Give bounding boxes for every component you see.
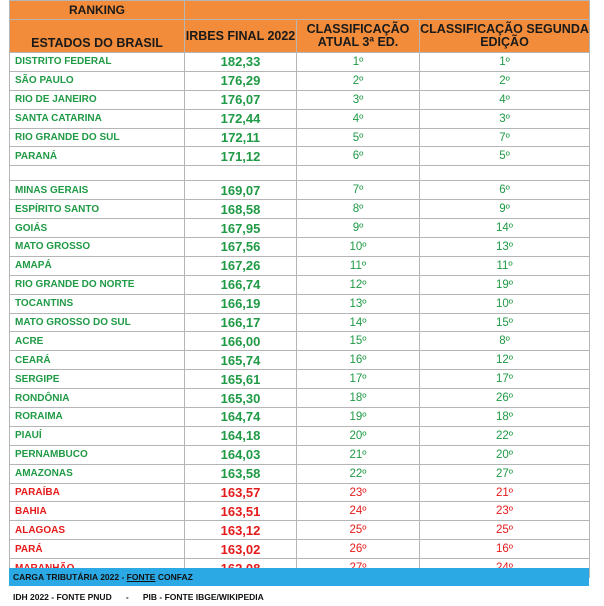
table-row [10,483,590,502]
score-cell: 172,44 [185,109,297,128]
class-atual-cell: 3º [297,90,420,109]
class-segunda-cell: 19º [420,275,590,294]
state-cell: MATO GROSSO [10,238,185,257]
state-cell: ALAGOAS [10,521,185,540]
class-segunda-cell: 14º [420,219,590,238]
score-cell: 163,58 [185,464,297,483]
score-cell: 166,19 [185,294,297,313]
table-row [10,408,590,427]
table-row [10,370,590,389]
ranking-sheet [9,0,589,578]
state-cell: PERNAMBUCO [10,445,185,464]
table-row [10,294,590,313]
score-cell: 172,11 [185,128,297,147]
class-atual-cell: 10º [297,238,420,257]
class-atual-cell: 23º [297,483,420,502]
ranking-header-row [10,1,590,20]
footer-sources [9,589,589,605]
spacer-cell [185,166,297,181]
class-atual-cell: 22º [297,464,420,483]
state-cell: AMAPÁ [10,256,185,275]
class-segunda-cell: 4º [420,90,590,109]
score-cell: 176,07 [185,90,297,109]
ranking-header-blank [185,1,590,20]
header-irbes: IRBES FINAL 2022 [185,20,297,53]
class-segunda-cell: 18º [420,408,590,427]
class-segunda-cell: 25º [420,521,590,540]
class-segunda-cell: 2º [420,71,590,90]
state-cell: DISTRITO FEDERAL [10,53,185,72]
class-atual-cell: 6º [297,147,420,166]
class-atual-cell: 19º [297,408,420,427]
class-atual-cell: 20º [297,426,420,445]
footer-confaz-text: CONFAZ [155,572,193,582]
class-segunda-cell: 5º [420,147,590,166]
class-segunda-cell: 20º [420,445,590,464]
state-cell: RONDÔNIA [10,389,185,408]
spacer-cell [420,166,590,181]
table-row [10,521,590,540]
state-cell: PARANÁ [10,147,185,166]
state-cell: MATO GROSSO DO SUL [10,313,185,332]
state-cell: GOIÁS [10,219,185,238]
table-row [10,426,590,445]
class-segunda-cell: 1º [420,53,590,72]
class-atual-cell: 5º [297,128,420,147]
score-cell: 167,95 [185,219,297,238]
class-segunda-cell: 15º [420,313,590,332]
state-cell: MINAS GERAIS [10,181,185,200]
score-cell: 182,33 [185,53,297,72]
class-atual-cell: 7º [297,181,420,200]
table-row [10,540,590,559]
spacer-cell [10,166,185,181]
ranking-title: RANKING [10,1,185,20]
state-cell: RIO GRANDE DO SUL [10,128,185,147]
state-cell: TOCANTINS [10,294,185,313]
header-states: ESTADOS DO BRASIL [10,20,185,53]
footer-carga-tributaria [9,568,589,586]
class-atual-cell: 13º [297,294,420,313]
state-cell: AMAZONAS [10,464,185,483]
class-segunda-cell: 26º [420,389,590,408]
spacer-cell [297,166,420,181]
state-cell: BAHIA [10,502,185,521]
class-atual-cell: 4º [297,109,420,128]
table-row [10,128,590,147]
state-cell: SÃO PAULO [10,71,185,90]
table-row [10,219,590,238]
class-atual-cell: 11º [297,256,420,275]
state-cell: ACRE [10,332,185,351]
table-row [10,147,590,166]
table-row [10,445,590,464]
class-atual-cell: 14º [297,313,420,332]
score-cell: 164,03 [185,445,297,464]
state-cell: CEARÁ [10,351,185,370]
table-row [10,71,590,90]
class-atual-cell: 1º [297,53,420,72]
class-segunda-cell: 7º [420,128,590,147]
score-cell: 163,57 [185,483,297,502]
class-segunda-cell: 11º [420,256,590,275]
state-cell: RORAIMA [10,408,185,427]
class-atual-cell: 15º [297,332,420,351]
class-atual-cell: 16º [297,351,420,370]
class-atual-cell: 2º [297,71,420,90]
table-row [10,351,590,370]
ranking-body [10,53,590,578]
class-atual-cell: 21º [297,445,420,464]
score-cell: 176,29 [185,71,297,90]
score-cell: 166,00 [185,332,297,351]
footer-carga-text: CARGA TRIBUTÁRIA 2022 - [13,572,127,582]
class-segunda-cell: 16º [420,540,590,559]
class-segunda-cell: 23º [420,502,590,521]
score-cell: 164,74 [185,408,297,427]
state-cell: PARAÍBA [10,483,185,502]
class-segunda-cell: 9º [420,200,590,219]
state-cell: SERGIPE [10,370,185,389]
state-cell: RIO DE JANEIRO [10,90,185,109]
class-segunda-cell: 8º [420,332,590,351]
table-row [10,464,590,483]
class-segunda-cell: 13º [420,238,590,257]
class-atual-cell: 12º [297,275,420,294]
score-cell: 167,56 [185,238,297,257]
class-atual-cell: 24º [297,502,420,521]
footer-idh-pib-text: IDH 2022 - FONTE PNUD - PIB - FONTE IBGE/WIKIPEDIA [13,592,264,602]
class-atual-cell: 17º [297,370,420,389]
header-class-segunda: CLASSIFICAÇÃO SEGUNDA EDIÇÃO [420,20,590,53]
class-segunda-cell: 3º [420,109,590,128]
table-row [10,109,590,128]
score-cell: 167,26 [185,256,297,275]
score-cell: 164,18 [185,426,297,445]
score-cell: 166,17 [185,313,297,332]
class-atual-cell: 18º [297,389,420,408]
column-header-row [10,20,590,53]
state-cell: PARÁ [10,540,185,559]
class-segunda-cell: 12º [420,351,590,370]
state-cell: SANTA CATARINA [10,109,185,128]
class-atual-cell: 25º [297,521,420,540]
score-cell: 165,74 [185,351,297,370]
score-cell: 166,74 [185,275,297,294]
score-cell: 169,07 [185,181,297,200]
spacer-row [10,166,590,181]
score-cell: 165,61 [185,370,297,389]
score-cell: 165,30 [185,389,297,408]
table-row [10,502,590,521]
class-segunda-cell: 17º [420,370,590,389]
class-atual-cell: 26º [297,540,420,559]
table-row [10,275,590,294]
table-row [10,53,590,72]
class-segunda-cell: 6º [420,181,590,200]
score-cell: 163,02 [185,540,297,559]
score-cell: 171,12 [185,147,297,166]
table-row [10,181,590,200]
state-cell: RIO GRANDE DO NORTE [10,275,185,294]
table-row [10,238,590,257]
score-cell: 163,12 [185,521,297,540]
class-atual-cell: 9º [297,219,420,238]
ranking-table [9,0,590,578]
table-row [10,332,590,351]
class-segunda-cell: 10º [420,294,590,313]
class-segunda-cell: 21º [420,483,590,502]
state-cell: PIAUÍ [10,426,185,445]
class-segunda-cell: 22º [420,426,590,445]
footer-fonte-link[interactable]: FONTE [126,572,156,582]
table-row [10,200,590,219]
table-row [10,256,590,275]
table-row [10,313,590,332]
table-row [10,90,590,109]
state-cell: ESPÍRITO SANTO [10,200,185,219]
header-class-atual: CLASSIFICAÇÃO ATUAL 3ª ED. [297,20,420,53]
class-segunda-cell: 27º [420,464,590,483]
table-row [10,389,590,408]
class-atual-cell: 8º [297,200,420,219]
score-cell: 168,58 [185,200,297,219]
score-cell: 163,51 [185,502,297,521]
